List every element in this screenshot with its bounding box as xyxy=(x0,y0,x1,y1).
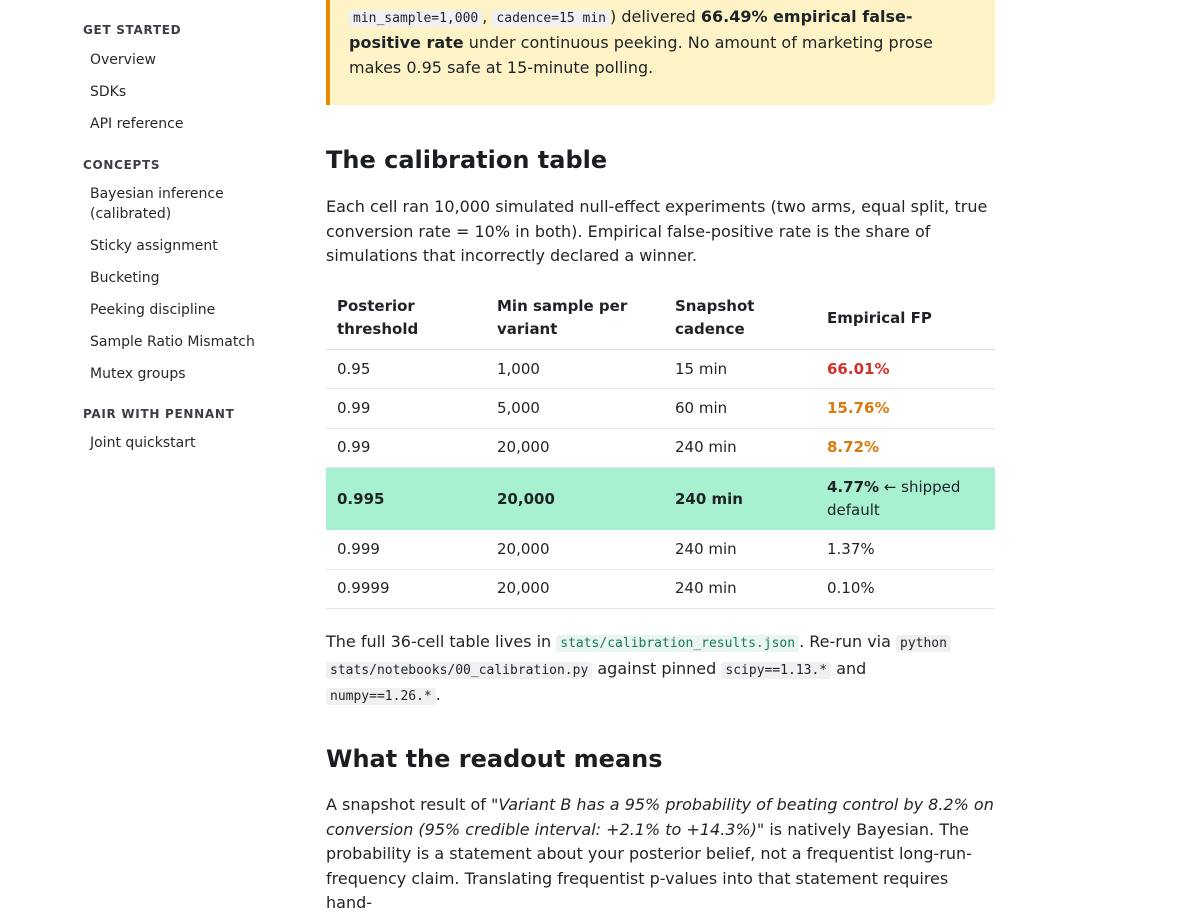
table-row xyxy=(326,429,995,468)
sidebar-item-sticky-assignment[interactable]: Sticky assignment xyxy=(90,237,218,254)
nav-heading: PAIR WITH PENNANT xyxy=(83,407,235,421)
docs-sidebar xyxy=(0,0,290,900)
fp-cell xyxy=(816,476,995,522)
text-segment: and xyxy=(831,658,867,678)
cadence-cell: 240 min xyxy=(675,579,737,598)
table-header-row xyxy=(326,287,995,350)
sidebar-item-sdks[interactable]: SDKs xyxy=(90,84,127,100)
table-row-shipped-default xyxy=(326,468,995,531)
column-header: Min sample per variant xyxy=(497,297,628,338)
table-row xyxy=(326,530,995,569)
sidebar-item-bayesian-inference[interactable]: Bayesian inference (calibrated) xyxy=(90,186,224,222)
sidebar-item-sample-ratio-mismatch[interactable]: Sample Ratio Mismatch xyxy=(90,333,255,350)
sample-cell: 20,000 xyxy=(497,579,550,598)
warning-callout xyxy=(326,0,995,105)
sample-cell: 20,000 xyxy=(497,540,550,559)
sidebar-item-bucketing[interactable]: Bucketing xyxy=(90,269,160,286)
threshold-cell: 0.95 xyxy=(337,359,371,378)
nav-heading: GET STARTED xyxy=(83,23,182,37)
column-header: Empirical FP xyxy=(827,308,932,327)
inline-code: numpy==1.26.* xyxy=(326,688,436,705)
callout-text-segment: under continuous peeking. No amount of marketing prose makes 0.95 safe at 15-minute polling. xyxy=(349,33,933,77)
callout-emphasis: 66.49% empirical false-positive rate xyxy=(349,6,913,52)
table-row xyxy=(326,350,995,389)
table-row xyxy=(326,570,995,609)
cadence-cell: 60 min xyxy=(675,398,728,417)
sidebar-item-joint-quickstart[interactable]: Joint quickstart xyxy=(90,435,196,451)
callout-text xyxy=(349,0,975,80)
fp-cell: 1.37% xyxy=(827,540,875,559)
threshold-cell: 0.995 xyxy=(337,489,385,508)
threshold-cell: 0.999 xyxy=(337,540,380,559)
sidebar-item-api-reference[interactable]: API reference xyxy=(90,116,184,132)
sample-cell: 1,000 xyxy=(497,359,540,378)
section-heading-readout: What the readout means xyxy=(326,745,663,773)
readout-paragraph xyxy=(326,793,995,916)
text-segment: . Re-run via xyxy=(799,632,896,651)
text-segment: The full 36-cell table lives in xyxy=(326,632,557,651)
text-segment: against pinned xyxy=(592,658,722,678)
sidebar-item-overview[interactable]: Overview xyxy=(90,52,156,68)
text-segment: . xyxy=(435,685,441,704)
threshold-cell: 0.99 xyxy=(337,438,371,457)
inline-code: python xyxy=(896,635,951,652)
shipped-default-note: ← shipped default xyxy=(827,478,961,520)
fp-value: 4.77% xyxy=(827,478,880,497)
calibration-footer xyxy=(326,630,995,710)
calibration-results-link[interactable]: stats/calibration_results.json xyxy=(556,635,799,652)
inline-code: scipy==1.13.* xyxy=(721,662,831,679)
sidebar-item-peeking-discipline[interactable]: Peeking discipline xyxy=(90,301,216,318)
text-segment: A snapshot result of xyxy=(326,795,491,814)
readout-quote: "Variant B has a 95% probability of beating control by 8.2% on conversion (95% credible interval: +2.1% to +14.3%)" xyxy=(326,795,994,839)
fp-cell: 0.10% xyxy=(827,579,875,598)
fp-cell: 8.72% xyxy=(827,438,880,457)
threshold-cell: 0.99 xyxy=(337,398,371,417)
column-header: Snapshot cadence xyxy=(675,297,755,338)
section-heading-calibration: The calibration table xyxy=(326,146,608,174)
nav-section-pair-with-pennant xyxy=(83,407,234,454)
nav-section-concepts xyxy=(83,158,255,384)
text-segment: is natively Bayesian. The probability is a statement about your posterior belief, not a frequentist long-run-frequency claim. Translating frequentist p-values into that statement requires hand- xyxy=(326,819,972,912)
fp-cell: 66.01% xyxy=(827,359,890,378)
cadence-cell: 15 min xyxy=(675,359,728,378)
sample-cell: 20,000 xyxy=(497,438,550,457)
nav-section-get-started xyxy=(83,23,183,135)
callout-text-segment: ) delivered xyxy=(610,6,701,26)
inline-code: min_sample=1,000 xyxy=(349,10,482,27)
sidebar-item-mutex-groups[interactable]: Mutex groups xyxy=(90,365,186,382)
sample-cell: 20,000 xyxy=(497,489,555,508)
calibration-table xyxy=(326,287,995,609)
threshold-cell: 0.9999 xyxy=(337,579,390,598)
sample-cell: 5,000 xyxy=(497,398,540,417)
nav-heading: CONCEPTS xyxy=(83,158,161,172)
inline-code: cadence=15 min xyxy=(492,10,610,27)
callout-text-segment: , xyxy=(482,6,488,26)
inline-code: stats/notebooks/00_calibration.py xyxy=(326,662,592,679)
column-header: Posterior threshold xyxy=(337,297,419,338)
cadence-cell: 240 min xyxy=(675,438,737,457)
cadence-cell: 240 min xyxy=(675,489,743,508)
table-row xyxy=(326,389,995,428)
cadence-cell: 240 min xyxy=(675,540,737,559)
fp-cell: 15.76% xyxy=(827,398,890,417)
calibration-intro: Each cell ran 10,000 simulated null-effect experiments (two arms, equal split, true conversion rate = 10% in both). Empirical false-positive rate is the share of simulations that incorrectly declared a winner. xyxy=(326,197,988,265)
